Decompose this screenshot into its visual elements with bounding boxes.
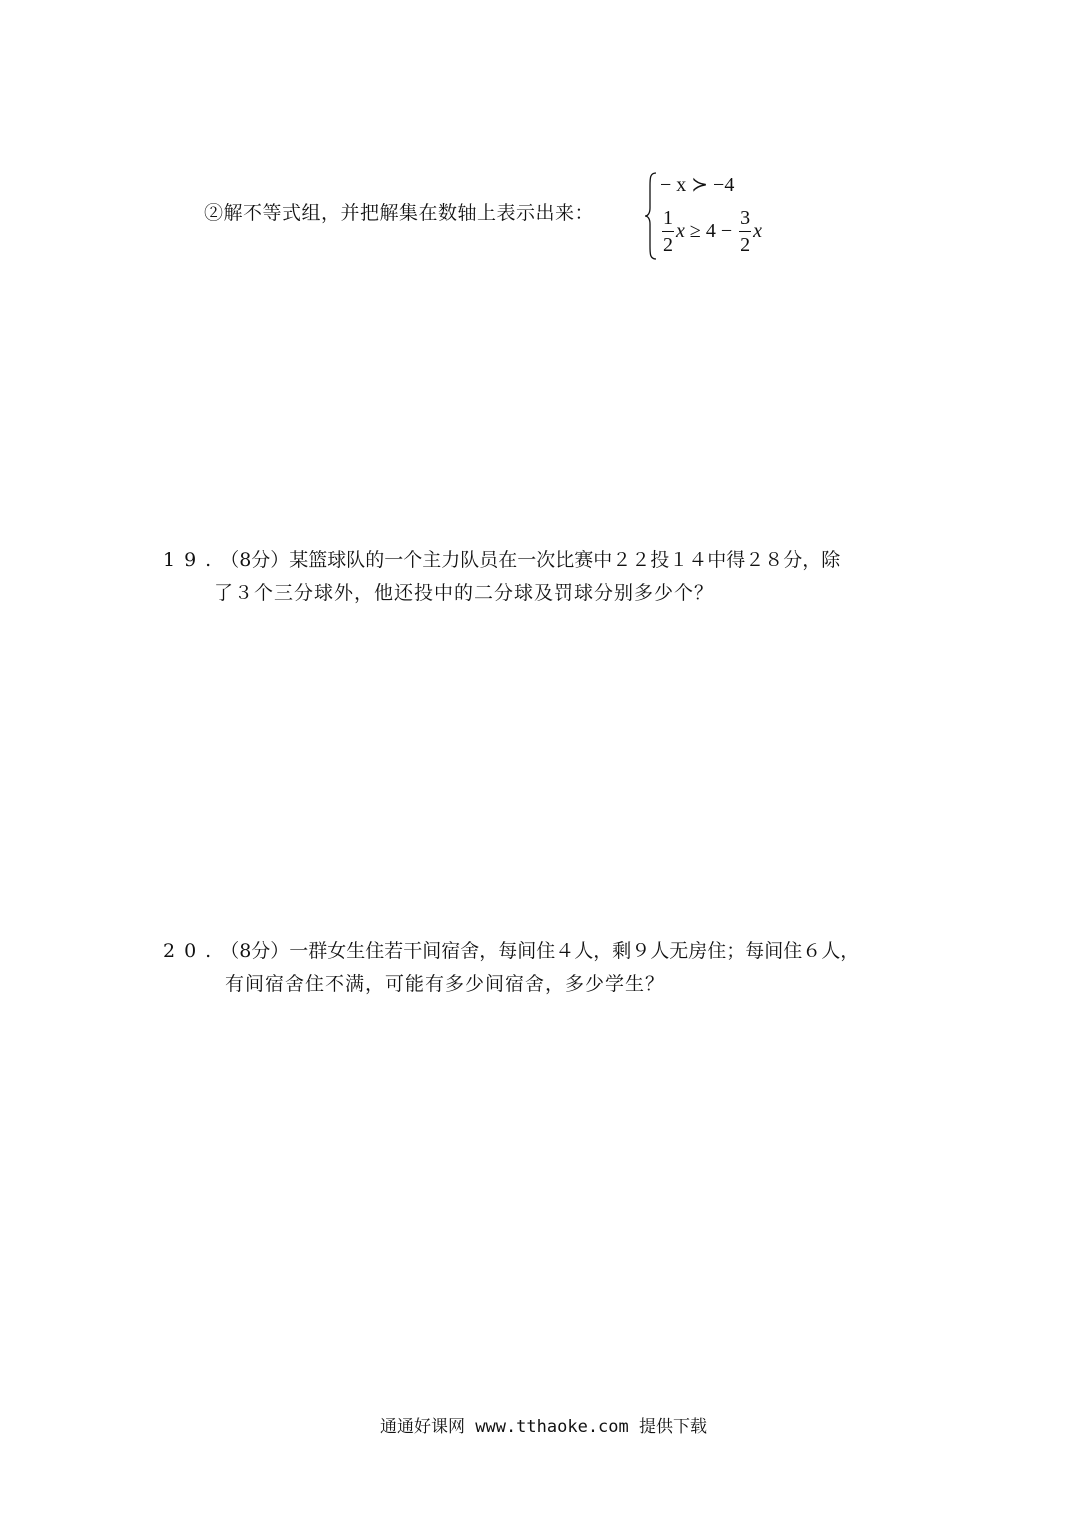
problem-20-line-1 — [163, 936, 859, 963]
fraction-numerator: 3 — [739, 208, 751, 232]
fraction-denominator: 2 — [663, 234, 673, 256]
fraction-denominator: 2 — [740, 234, 751, 256]
inequality-row-2 — [660, 208, 762, 255]
fraction-numerator: 1 — [662, 208, 674, 232]
problem-20-text-1: （8分）一群女生住若干间宿舍，每间住４人，剩９人无房住；每间住６人， — [220, 940, 860, 962]
problem-19-line-1 — [163, 545, 840, 572]
problem-2-intro: ②解不等式组，并把解集在数轴上表示出来： — [204, 202, 595, 224]
footer-credit: 通通好课网 www.tthaoke.com 提供下载 — [380, 1417, 707, 1437]
problem-20-number: 20. — [163, 940, 221, 962]
left-brace-icon — [644, 172, 658, 260]
fraction-one-half — [662, 208, 674, 255]
variable-x: x — [753, 220, 763, 242]
inequality-system — [644, 168, 794, 264]
problem-20-line-2: 有间宿舍住不满，可能有多少间宿舍，多少学生？ — [225, 973, 666, 995]
problem-19-number: 19. — [163, 549, 221, 571]
variable-x: x — [676, 220, 685, 242]
problem-19-line-2: 了３个三分球外，他还投中的二分球及罚球分别多少个？ — [214, 582, 715, 604]
inequality-row-1: − x ≻ −4 — [660, 174, 735, 196]
inequality-relation: ≥ 4 − — [689, 220, 733, 242]
problem-19-text-1: （8分）某篮球队的一个主力队员在一次比赛中２２投１４中得２８分，除 — [220, 549, 841, 571]
fraction-three-halves — [739, 208, 751, 255]
